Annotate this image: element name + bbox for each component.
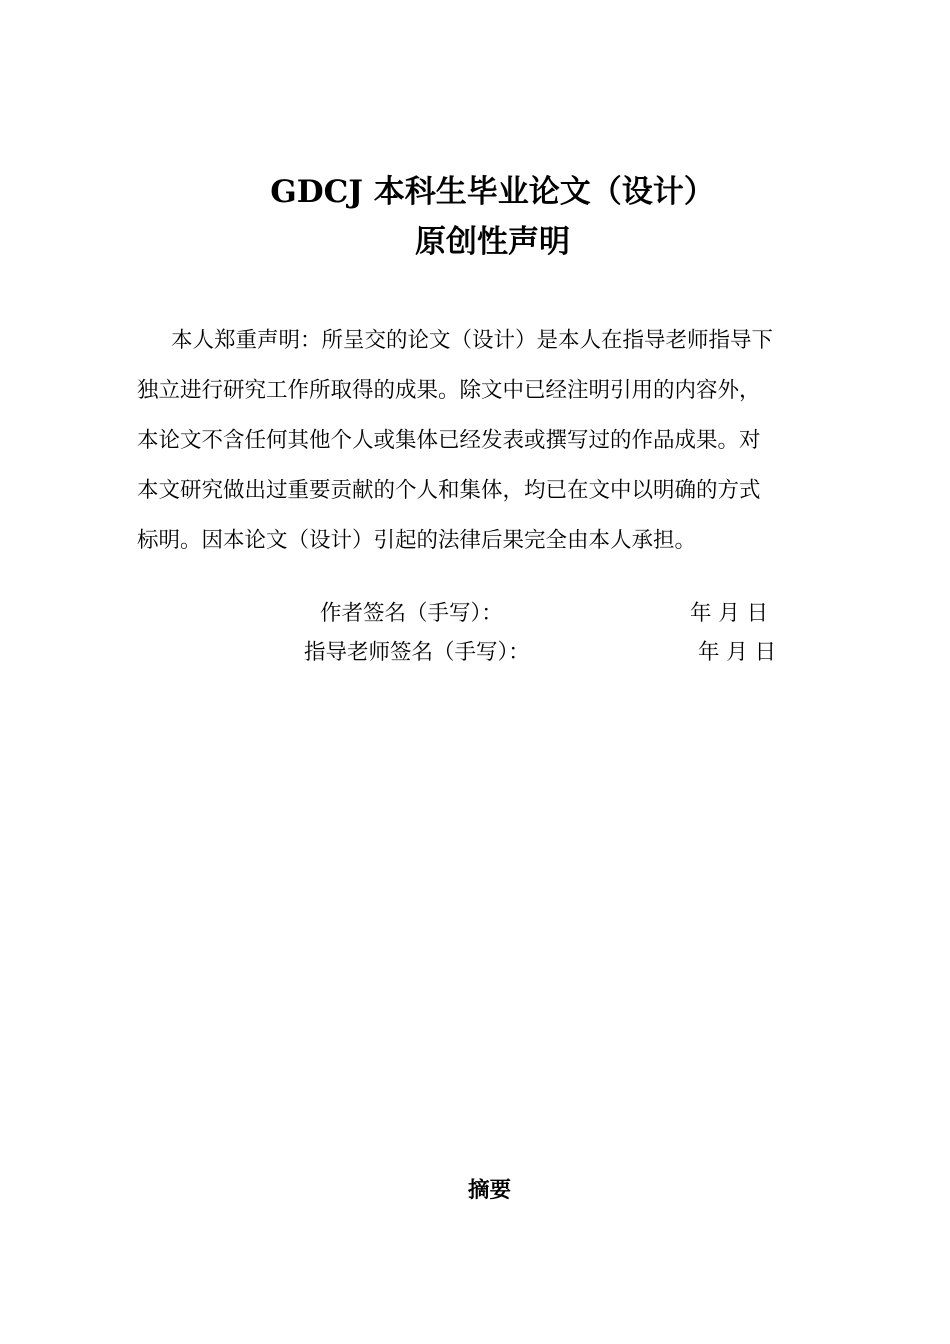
author-signature-label: 作者签名（手写）： <box>320 601 503 626</box>
paragraph-line: 独立进行研究工作所取得的成果。除文中已经注明引用的内容外， <box>137 378 761 403</box>
abstract-heading: 摘要 <box>468 1178 512 1203</box>
paragraph-line: 本文研究做出过重要贡献的个人和集体，均已在文中以明确的方式 <box>137 478 761 503</box>
paragraph-line: 本人郑重声明：所呈交的论文（设计）是本人在指导老师指导下 <box>171 328 774 353</box>
paragraph-line: 标明。因本论文（设计）引起的法律后果完全由本人承担。 <box>137 528 697 553</box>
advisor-signature-date: 年 月 日 <box>698 640 777 665</box>
paragraph-line: 本论文不含任何其他个人或集体已经发表或撰写过的作品成果。对 <box>137 428 761 453</box>
document-title: GDCJ 本科生毕业论文（设计） <box>270 174 715 210</box>
author-signature-date: 年 月 日 <box>690 601 769 626</box>
advisor-signature-label: 指导老师签名（手写）： <box>304 640 530 665</box>
document-subtitle: 原创性声明 <box>415 224 570 260</box>
